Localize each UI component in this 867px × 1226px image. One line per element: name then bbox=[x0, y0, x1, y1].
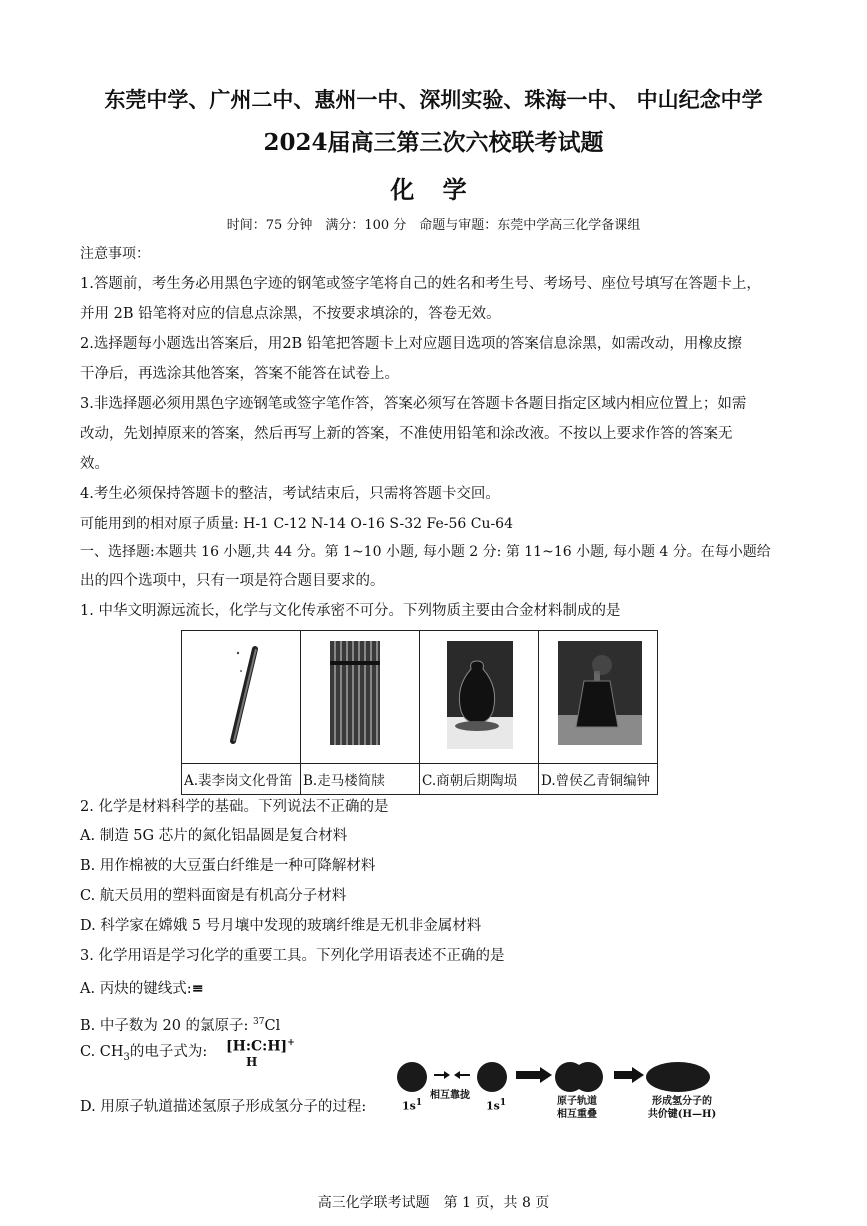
section1-line2: 出的四个选项中，只有一项是符合题目要求的。 bbox=[80, 573, 385, 589]
note-line: 效。 bbox=[80, 456, 109, 472]
notes-heading: 注意事项： bbox=[80, 246, 150, 262]
note-line: 3.非选择题必须用黑色字迹钢笔或签字笔作答，答案必须写在答题卡各题目指定区域内相应位置上；如需 bbox=[80, 396, 747, 412]
note-line: 2.选择题每小题选出答案后，用2B 铅笔把答题卡上对应题目选项的答案信息涂黑，如需改动，用橡皮擦 bbox=[80, 336, 742, 352]
q2-option-a: A. 制造 5G 芯片的氮化铝晶圆是复合材料 bbox=[80, 828, 348, 844]
q3-option-b-text: B. 中子数为 20 的氯原子: bbox=[80, 1017, 249, 1034]
bamboo-slips-image bbox=[301, 631, 420, 764]
note-line: 4.考生必须保持答题卡的整洁，考试结束后，只需将答题卡交回。 bbox=[80, 486, 500, 502]
q1-stem: 1. 中华文明源远流长，化学与文化传承密不可分。下列物质主要由合金材料制成的是 bbox=[80, 603, 621, 619]
q2-stem: 2. 化学是材料科学的基础。下列说法不正确的是 bbox=[80, 799, 389, 815]
q3-stem: 3. 化学用语是学习化学的重要工具。下列化学用语表述不正确的是 bbox=[80, 948, 505, 964]
q3-option-c-text-post: 的电子式为: bbox=[129, 1044, 208, 1060]
q3-option-a-text: A. 丙炔的键线式: bbox=[80, 981, 192, 997]
exam-title: 2024届高三第三次六校联考试题 bbox=[263, 129, 604, 156]
q3-option-d: D. 用原子轨道描述氢原子形成氢分子的过程: bbox=[80, 1099, 367, 1115]
ch3-electron-formula bbox=[226, 1038, 295, 1055]
q2-option-d: D. 科学家在嫦娥 5 号月壤中发现的玻璃纤维是无机非金属材料 bbox=[80, 918, 482, 934]
subject-title: 化 学 bbox=[390, 175, 477, 204]
ch3-electron-formula-main: [H:C:H] bbox=[226, 1038, 288, 1055]
q1-options-table bbox=[181, 630, 658, 795]
chlorine-mass-number: 37 bbox=[253, 1017, 265, 1027]
note-line: 干净后，再选涂其他答案，答案不能答在试卷上。 bbox=[80, 366, 399, 382]
q1-option-a: A.裴李岗文化骨笛 bbox=[182, 764, 301, 795]
label-approach: 相互靠拢 bbox=[430, 1090, 470, 1101]
note-line: 并用 2B 铅笔将对应的信息点涂黑，不按要求填涂的，答卷无效。 bbox=[80, 306, 501, 322]
schools-line: 东莞中学、广州二中、惠州一中、深圳实验、珠海一中、 中山纪念中学 bbox=[104, 87, 763, 112]
pottery-xun-image bbox=[420, 631, 539, 764]
label-1s-right: $1s^1$ bbox=[486, 1098, 507, 1113]
note-line: 改动，先划掉原来的答案，然后再写上新的答案，不准使用铅笔和涂改液。不按以上要求作答的答案无 bbox=[80, 426, 733, 442]
ch3-bottom-h: H bbox=[246, 1055, 258, 1069]
label-result: 形成氢分子的 共价键(H—H) bbox=[647, 1096, 717, 1120]
page-footer: 高三化学联考试题 第 1 页，共 8 页 bbox=[317, 1195, 550, 1211]
ch3-charge: + bbox=[287, 1038, 295, 1048]
q2-option-b: B. 用作棉被的大豆蛋白纤维是一种可降解材料 bbox=[80, 858, 376, 874]
note-line: 1.答题前，考生务必用黑色字迹的钢笔或签字笔将自己的姓名和考生号、考场号、座位号填写在答题卡上， bbox=[80, 276, 761, 292]
label-overlap: 原子轨道 相互重叠 bbox=[557, 1096, 597, 1120]
q3-option-b bbox=[80, 1012, 800, 1036]
q3-option-c-sub: 3 bbox=[123, 1051, 130, 1063]
bone-flute-image bbox=[182, 631, 301, 764]
exam-meta: 时间：75 分钟 满分：100 分 命题与审题：东莞中学高三化学备课组 bbox=[226, 218, 641, 233]
chlorine-symbol: Cl bbox=[264, 1017, 281, 1034]
q1-option-d: D.曾侯乙青铜编钟 bbox=[539, 764, 658, 795]
q1-option-b: B.走马楼简牍 bbox=[301, 764, 420, 795]
q3-option-c-text-pre: C. CH bbox=[80, 1044, 124, 1060]
q3-option-a bbox=[80, 979, 800, 999]
atomic-masses: 可能用到的相对原子质量: H-1 C-12 N-14 O-16 S-32 Fe-56 Cu-64 bbox=[80, 516, 514, 532]
section1-line1: 一、选择题:本题共 16 小题,共 44 分。第 1~10 小题, 每小题 2 分: 第 11~16 小题, 每小题 4 分。在每小题给 bbox=[80, 544, 771, 560]
q1-option-c: C.商朝后期陶埙 bbox=[420, 764, 539, 795]
bronze-bell-image bbox=[539, 631, 658, 764]
propyne-bond-formula: ≡ bbox=[191, 980, 204, 997]
q2-option-c: C. 航天员用的塑料面窗是有机高分子材料 bbox=[80, 888, 347, 904]
label-1s-left: $1s^1$ bbox=[402, 1098, 423, 1113]
